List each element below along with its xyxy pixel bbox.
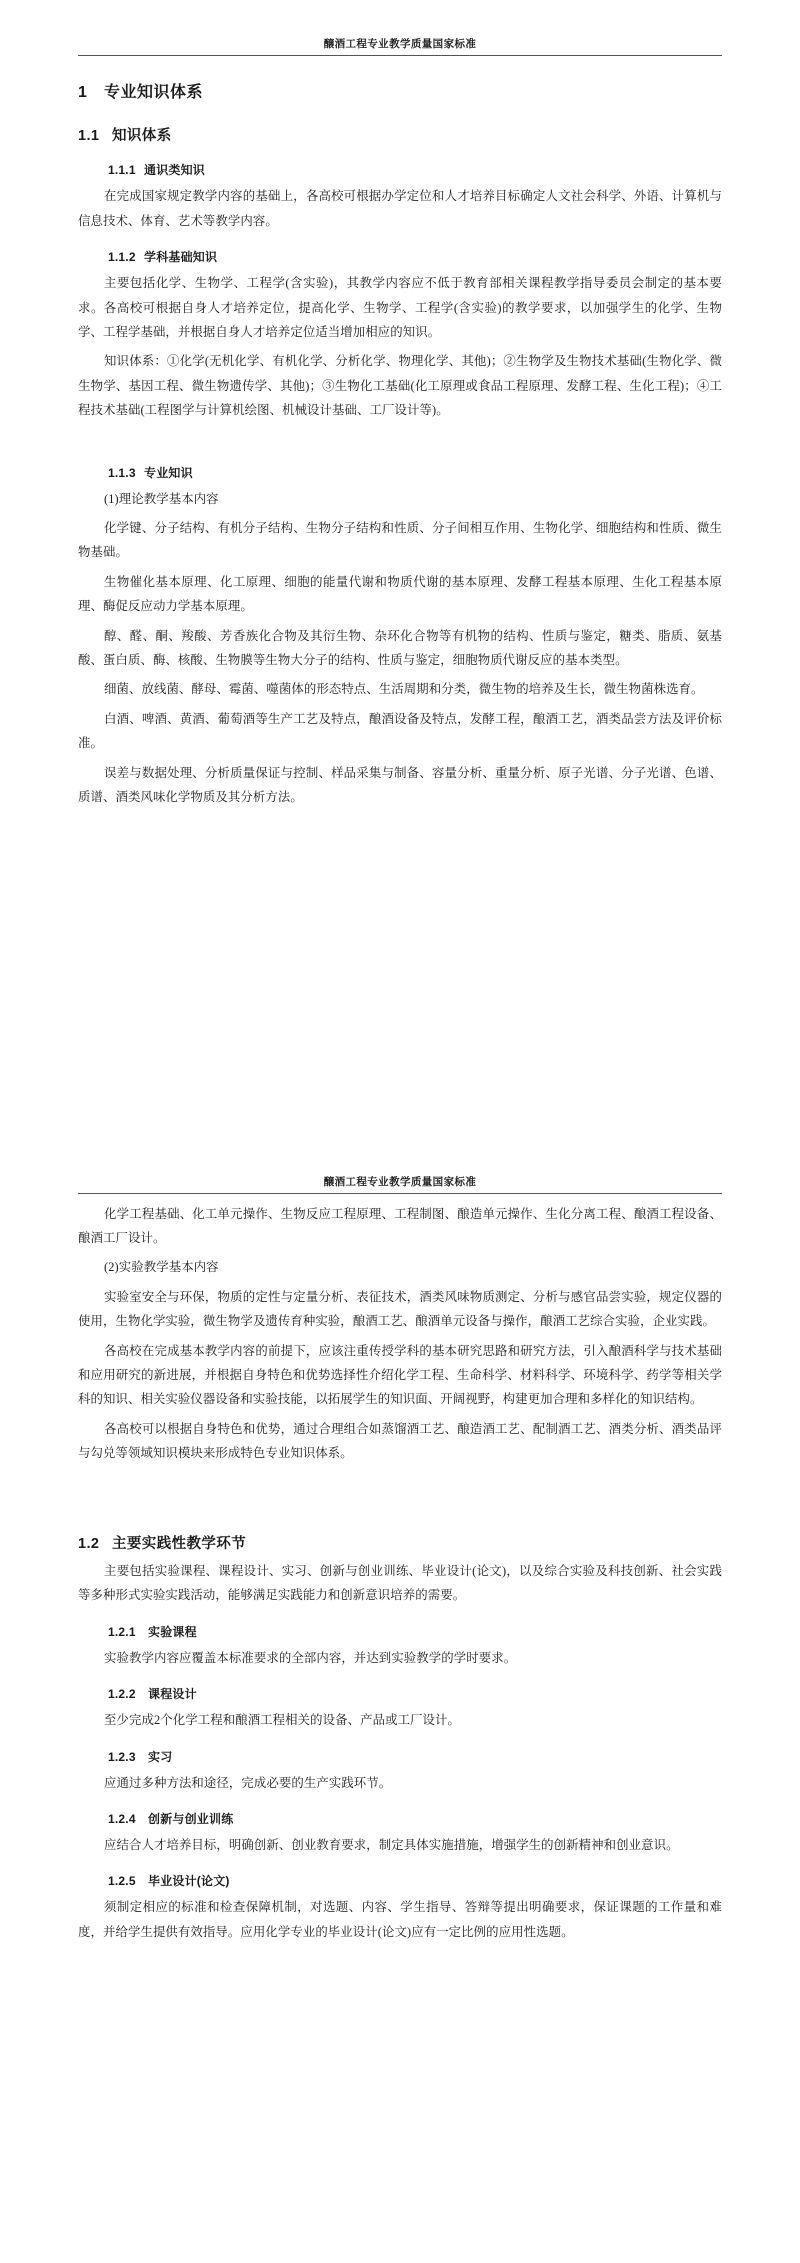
heading-1-2-4-label: 创新与创业训练 bbox=[148, 1811, 234, 1826]
heading-1-2-2-label: 课程设计 bbox=[148, 1687, 197, 1702]
paragraph-theory-4: 细菌、放线菌、酵母、霉菌、噬菌体的形态特点、生活周期和分类，微生物的培养及生长，微生物菌株选育。 bbox=[104, 682, 704, 697]
heading-1-2-label: 主要实践性教学环节 bbox=[112, 1535, 247, 1552]
heading-1-2-2-number: 1.2.2 bbox=[108, 1687, 136, 1702]
heading-1-2-5-number: 1.2.5 bbox=[108, 1874, 136, 1889]
paragraph-discipline-basics-2: 知识体系：①化学(无机化学、有机化学、分析化学、物理化学、其他)；②生物学及生物技术基础(生物化学、微生物学、基因工程、微生物遗传学、其他)；③生物化工基础(化工原理或食品工程原理、发酵工程、生化工程)；④工程技术基础(工程图学与计算机绘图、机械设计基础、工厂设计等)。 bbox=[78, 354, 722, 418]
heading-1-label: 专业知识体系 bbox=[104, 83, 204, 101]
paragraph-experiment-course: 实验教学内容应覆盖本标准要求的全部内容，并达到实验教学的学时要求。 bbox=[104, 1650, 517, 1665]
label-theory-teaching-content: (1)理论教学基本内容 bbox=[104, 491, 219, 506]
running-head-text: 醸酒工程专业教学质量国家标准 bbox=[323, 38, 477, 50]
heading-1-1-1-label: 通识类知识 bbox=[144, 163, 206, 178]
label-experiment-teaching-content: (2)实验教学基本内容 bbox=[104, 1260, 219, 1275]
paragraph-graduation-thesis: 须制定相应的标准和检查保障机制，对选题、内容、学生指导、答辩等提出明确要求，保证课题的工作量和难度，并给学生提供有效指导。应用化学专业的毕业设计(论文)应有一定比例的应用性选题。 bbox=[78, 1900, 722, 1939]
heading-1-1-3-professional-knowledge bbox=[78, 464, 722, 482]
section-spacer bbox=[78, 423, 722, 449]
heading-1-2-4-innovation-entrepreneurship bbox=[78, 1810, 722, 1828]
heading-1-1-label: 知识体系 bbox=[112, 127, 172, 144]
paragraph-theory-1: 化学键、分子结构、有机分子结构、生物分子结构和性质、分子间相互作用、生物化学、细胞结构和性质、微生物基础。 bbox=[78, 520, 722, 560]
heading-1-1-1-general-knowledge bbox=[78, 161, 722, 179]
heading-1-1-3-label: 专业知识 bbox=[144, 465, 193, 480]
heading-1-1-2-label: 学科基础知识 bbox=[144, 250, 218, 265]
heading-1-2-number: 1.2 bbox=[78, 1535, 100, 1552]
paragraph-characteristic-modules: 各高校可以根据自身特色和优势，通过合理组合如蒸馏酒工艺、酿造酒工艺、配制酒工艺、酒类分析、酒类品评与勾兑等领域知识模块来形成特色专业知识体系。 bbox=[78, 1421, 722, 1461]
paragraph-theory-5: 白酒、啤酒、黄酒、葡萄酒等生产工艺及特点，酿酒设备及特点，发酵工程，酿酒工艺，酒类品尝方法及评价标准。 bbox=[78, 711, 722, 751]
paragraph-internship: 应通过多种方法和途径，完成必要的生产实践环节。 bbox=[104, 1775, 392, 1790]
heading-1-1-2-discipline-basics bbox=[78, 248, 722, 266]
paragraph-discipline-basics-1: 主要包括化学、生物学、工程学(含实验)，其教学内容应不低于教育部相关课程教学指导委员会制定的基本要求。各高校可根据自身人才培养定位，提高化学、生物学、工程学(含实验)的教学要求，以加强学生的化学、生物学、工程学基础，并根据自身人才培养定位适当增加相应的知识。 bbox=[78, 276, 722, 339]
paragraph-theory-2: 生物催化基本原理、化工原理、细胞的能量代谢和物质代谢的基本原理、发酵工程基本原理、生化工程基本原理、酶促反应动力学基本原理。 bbox=[78, 574, 722, 614]
paragraph-innovation-entrepreneurship: 应结合人才培养目标，明确创新、创业教育要求，制定具体实施措施，增强学生的创新精神和创业意识。 bbox=[104, 1837, 679, 1852]
running-head-rule bbox=[78, 55, 722, 56]
paragraph-course-design: 至少完成2个化学工程和酿酒工程相关的设备、产品或工厂设计。 bbox=[104, 1713, 461, 1728]
section-spacer-2 bbox=[78, 1466, 722, 1512]
running-head bbox=[78, 0, 722, 51]
heading-1-2-1-experiment-course bbox=[78, 1623, 722, 1641]
heading-1-1-number: 1.1 bbox=[78, 127, 100, 144]
heading-1-number: 1 bbox=[78, 83, 88, 101]
heading-1-2-1-number: 1.2.1 bbox=[108, 1624, 136, 1639]
heading-1-2-practical-teaching bbox=[78, 1534, 722, 1554]
heading-1-2-5-graduation-thesis bbox=[78, 1872, 722, 1890]
heading-1-2-4-number: 1.2.4 bbox=[108, 1811, 136, 1826]
heading-1-2-3-number: 1.2.3 bbox=[108, 1749, 136, 1764]
heading-1-1-knowledge-system bbox=[78, 126, 722, 146]
paragraph-research-methods: 各高校在完成基本教学内容的前提下，应该注重传授学科的基本研究思路和研究方法，引入酿酒科学与技术基础和应用研究的新进展，并根据自身特色和优势选择性介绍化学工程、生命科学、材料科学、环境科学、药学等相关学科的知识、相关实验仪器设备和实验技能，以拓展学生的知识面、开阔视野，构建更加合理和多样化的知识结构。 bbox=[78, 1343, 722, 1407]
running-head-text-page2: 醸酒工程专业教学质量国家标准 bbox=[323, 1176, 477, 1188]
heading-1-professional-knowledge-system bbox=[78, 82, 722, 104]
paragraph-general-knowledge: 在完成国家规定教学内容的基础上，各高校可根据办学定位和人才培养目标确定人文社会科学、外语、计算机与信息技术、体育、艺术等教学内容。 bbox=[78, 189, 722, 228]
heading-1-2-1-label: 实验课程 bbox=[148, 1624, 197, 1639]
paragraph-theory-6: 误差与数据处理、分析质量保证与控制、样品采集与制备、容量分析、重量分析、原子光谱、分子光谱、色谱、质谱、酒类风味化学物质及其分析方法。 bbox=[78, 765, 722, 804]
document-page-1 bbox=[0, 0, 800, 1128]
heading-1-1-1-number: 1.1.1 bbox=[108, 163, 136, 178]
paragraph-practical-intro: 主要包括实验课程、课程设计、实习、创新与创业训练、毕业设计(论文)，以及综合实验及科技创新、社会实践等多种形式实验实践活动，能够满足实践能力和创新意识培养的需要。 bbox=[78, 1563, 722, 1603]
paragraph-experiment-1: 实验室安全与环保，物质的定性与定量分析、表征技术，酒类风味物质测定、分析与感官品尝实验，规定仪器的使用，生物化学实验，微生物学及遗传育种实验，酿酒工艺、酿酒单元设备与操作，酿酒工艺综合实验，企业实践。 bbox=[78, 1289, 722, 1329]
running-head-page2 bbox=[78, 1128, 722, 1189]
heading-1-2-3-label: 实习 bbox=[148, 1749, 173, 1764]
heading-1-2-3-internship bbox=[78, 1748, 722, 1766]
heading-1-2-5-label: 毕业设计(论文) bbox=[148, 1874, 230, 1889]
heading-1-1-3-number: 1.1.3 bbox=[108, 465, 136, 480]
running-head-rule-page2 bbox=[78, 1193, 722, 1194]
document-page-2 bbox=[0, 1128, 800, 2263]
heading-1-2-2-course-design bbox=[78, 1685, 722, 1703]
paragraph-theory-3: 醇、醛、酮、羧酸、芳香族化合物及其衍生物、杂环化合物等有机物的结构、性质与鉴定，糖类、脂质、氨基酸、蛋白质、酶、核酸、生物膜等生物大分子的结构、性质与鉴定，细胞物质代谢反应的基本类型。 bbox=[78, 628, 722, 667]
heading-1-1-2-number: 1.1.2 bbox=[108, 250, 136, 265]
paragraph-theory-7: 化学工程基础、化工单元操作、生物反应工程原理、工程制图、酿造单元操作、生化分离工程、酿酒工程设备、酿酒工厂设计。 bbox=[78, 1206, 722, 1245]
